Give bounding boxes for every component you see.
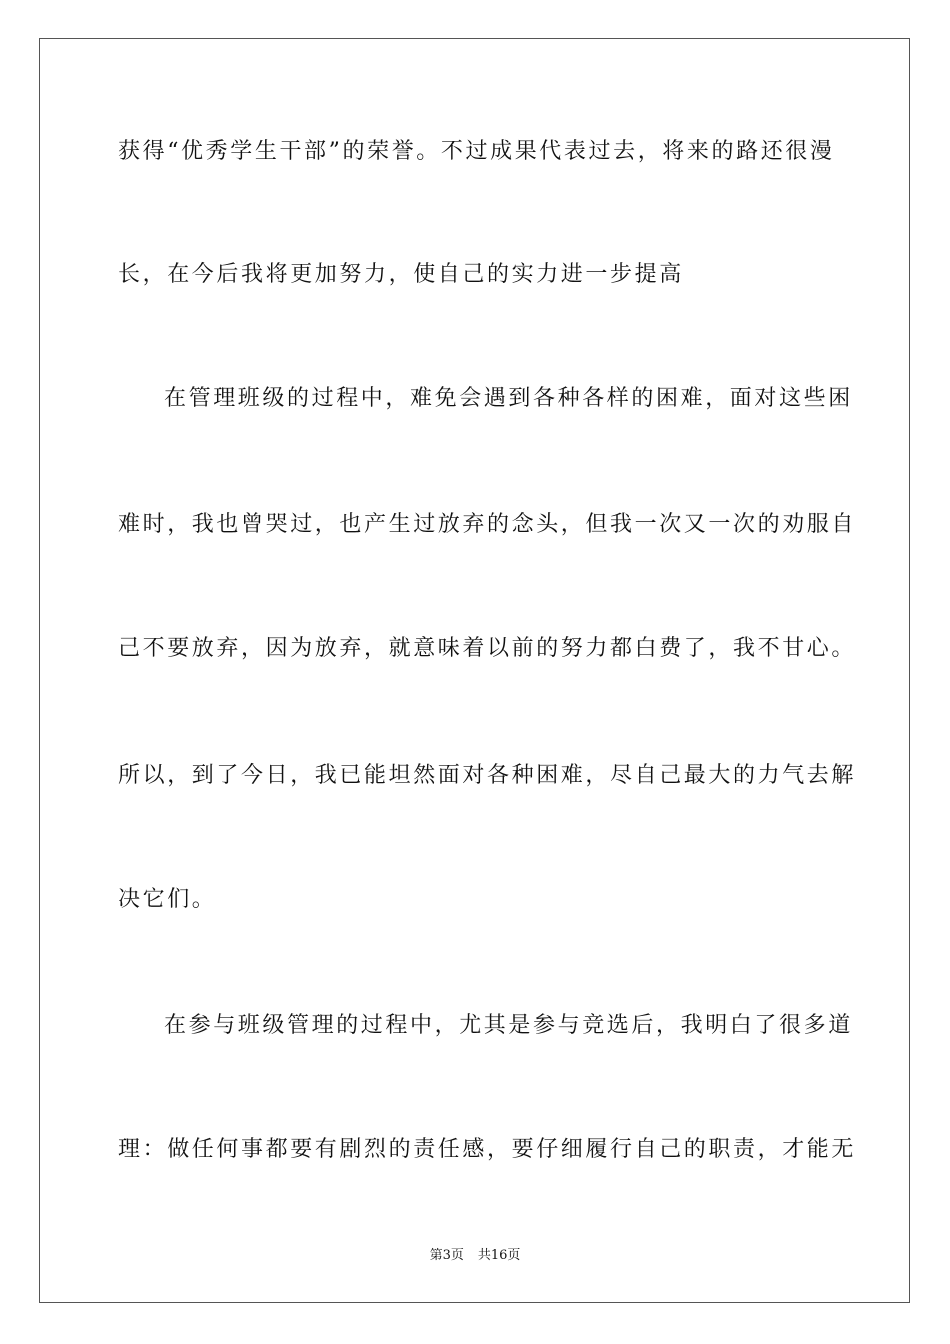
text-line-1: 获得“优秀学生干部”的荣誉。不过成果代表过去，将来的路还很漫 bbox=[118, 139, 835, 164]
page-total: 共16页 bbox=[477, 1248, 521, 1263]
text-line-5: 己不要放弃，因为放弃，就意味着以前的努力都白费了，我不甘心。 bbox=[118, 636, 857, 661]
page-frame bbox=[39, 38, 910, 1303]
text-line-7: 决它们。 bbox=[118, 887, 217, 912]
text-line-9: 理：做任何事都要有剧烈的责任感，要仔细履行自己的职责，才能无 bbox=[118, 1137, 857, 1162]
text-line-8: 在参与班级管理的过程中，尤其是参与竞选后，我明白了很多道 bbox=[164, 1013, 853, 1038]
page-number: 第3页 bbox=[429, 1248, 464, 1263]
text-line-4: 难时，我也曾哭过，也产生过放弃的念头，但我一次又一次的劝服自 bbox=[118, 512, 857, 537]
text-line-3: 在管理班级的过程中，难免会遇到各种各样的困难，面对这些困 bbox=[164, 386, 853, 411]
page-footer bbox=[0, 1248, 950, 1264]
text-line-6: 所以，到了今日，我已能坦然面对各种困难，尽自己最大的力气去解 bbox=[118, 763, 857, 788]
text-line-2: 长，在今后我将更加努力，使自己的实力进一步提高 bbox=[118, 262, 684, 287]
